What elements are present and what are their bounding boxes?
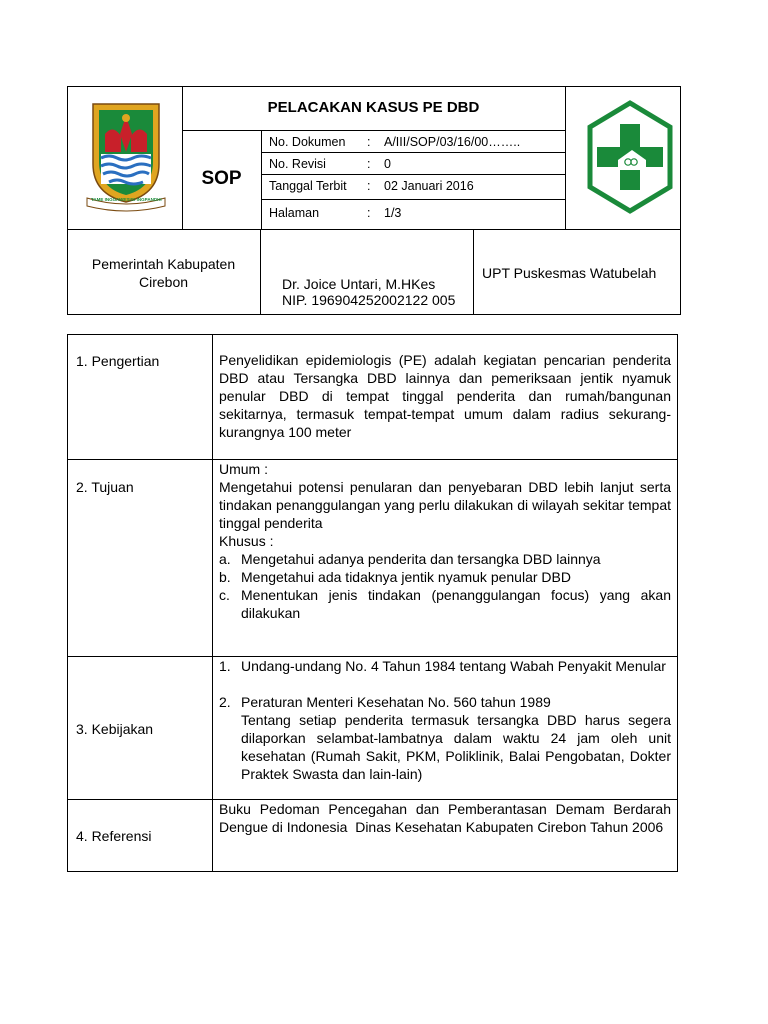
- list-marker: 2.: [219, 694, 231, 710]
- logo-motto: TAME INGGAWESIGI INGPANDHI: [91, 197, 162, 202]
- meta-sep: :: [367, 206, 371, 220]
- meta-label: No. Revisi: [269, 157, 326, 171]
- meta-sep: :: [367, 135, 371, 149]
- signer-nip: NIP. 196904252002122 005: [282, 292, 456, 308]
- list-extra-text: Tentang setiap penderita termasuk tersangka DBD harus segera dilaporkan selambat-lambatnya dalam waktu 24 jam oleh unit kesehatan (Rumah Sakit, PKM, Poliklinik, Balai Pengobatan, Dokter Praktek Swasta dan lain-lain): [241, 712, 671, 782]
- list-marker: 1.: [219, 658, 231, 674]
- section-label-pengertian: 1. Pengertian: [76, 353, 160, 369]
- tujuan-umum-heading: Umum :: [219, 461, 268, 477]
- signer-name: Dr. Joice Untari, M.HKes: [282, 276, 436, 292]
- list-marker: b.: [219, 569, 231, 585]
- list-text: Peraturan Menteri Kesehatan No. 560 tahun 1989: [241, 694, 551, 710]
- sop-label: SOP: [201, 168, 242, 189]
- section-label-tujuan: 2. Tujuan: [76, 479, 134, 495]
- meta-label: No. Dokumen: [269, 135, 346, 149]
- org-left: Pemerintah Kabupaten Cirebon: [91, 256, 236, 290]
- list-text: Menentukan jenis tindakan (penanggulangan focus) yang akan dilakukan: [241, 587, 671, 621]
- document-title: PELACAKAN KASUS PE DBD: [267, 99, 480, 116]
- meta-value: 0: [384, 157, 391, 171]
- meta-value: 02 Januari 2016: [384, 179, 474, 193]
- list-text: Mengetahui ada tidaknya jentik nyamuk penular DBD: [241, 569, 571, 585]
- tujuan-khusus-heading: Khusus :: [219, 533, 274, 549]
- pengertian-text: Penyelidikan epidemiologis (PE) adalah kegiatan pencarian penderita DBD atau Tersangka DBD lainnya dan pemeriksaan jentik nyamuk penular DBD di tempat tinggal penderita dan rumah/bangunan sekitarnya, termasuk tempat-tempat umum dalam radius sekurang-kurangnya 100 meter: [219, 352, 671, 440]
- section-label-referensi: 4. Referensi: [76, 828, 152, 844]
- section-label-kebijakan: 3. Kebijakan: [76, 721, 154, 737]
- meta-value: 1/3: [384, 206, 402, 220]
- meta-sep: :: [367, 157, 371, 171]
- meta-label: Tanggal Terbit: [269, 179, 347, 193]
- meta-label: Halaman: [269, 206, 320, 220]
- referensi-text: Buku Pedoman Pencegahan dan Pemberantasan Demam Berdarah Dengue di Indonesia Dinas Kesehatan Kabupaten Cirebon Tahun 2006: [219, 801, 675, 835]
- list-marker: c.: [219, 587, 230, 603]
- list-text: Undang-undang No. 4 Tahun 1984 tentang Wabah Penyakit Menular: [241, 658, 666, 674]
- cirebon-coat-of-arms-logo: [85, 94, 167, 214]
- list-text: Mengetahui adanya penderita dan tersangka DBD lainnya: [241, 551, 601, 567]
- org-right: UPT Puskesmas Watubelah: [482, 265, 657, 281]
- tujuan-umum-text: Mengetahui potensi penularan dan penyebaran DBD lebih lanjut serta tindakan penanggulangan yang perlu dilakukan di wilayah sekitar tempat tinggal penderita: [219, 479, 671, 531]
- list-marker: a.: [219, 551, 231, 567]
- meta-sep: :: [367, 179, 371, 193]
- puskesmas-logo: [585, 100, 675, 214]
- meta-value: A/III/SOP/03/16/00……..: [384, 135, 521, 149]
